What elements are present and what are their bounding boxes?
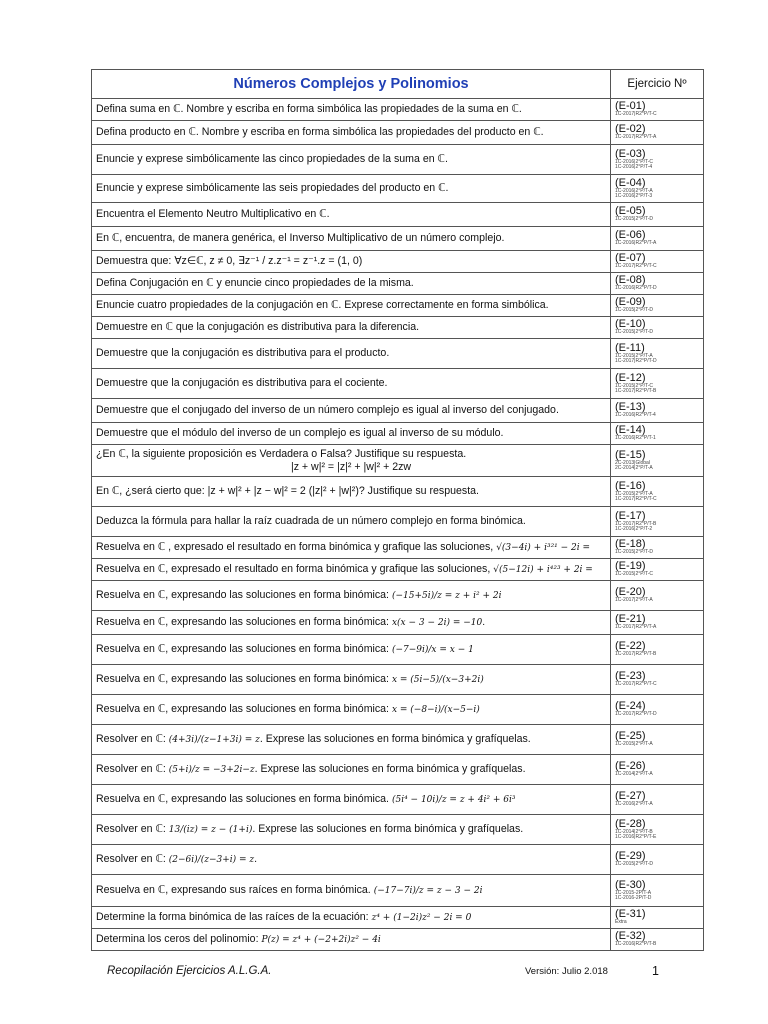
exercise-source: 1C-2017|2°P/T-A	[615, 597, 653, 604]
exercise-code-cell	[611, 929, 704, 951]
statement-text: Enuncie cuatro propiedades de la conjugación en ℂ. Exprese correctamente en forma simbólica.	[96, 299, 549, 312]
exercise-rows	[92, 99, 704, 951]
statement-text: Resolver en ℂ:	[96, 852, 166, 865]
exercise-source: 1C-2015|2°P/T-A	[615, 741, 653, 748]
statement-text: Resuelva en ℂ, expresando las soluciones en forma binómica:	[96, 642, 389, 655]
exercise-source: 1C-2016|2°P/T-A	[615, 801, 653, 808]
exercise-source: 1C-2017|R2°P/T-B	[615, 651, 657, 658]
exercise-code-cell	[611, 399, 704, 423]
statement-text: Resuelva en ℂ, expresando las soluciones en forma binómica:	[96, 615, 389, 628]
statement-text: En ℂ, encuentra, de manera genérica, el Inverso Multiplicativo de un número complejo.	[96, 232, 505, 245]
exercise-code: (E-06)	[615, 229, 646, 242]
exercise-source: 1C-2015-2P/T-A	[615, 889, 652, 896]
exercise-row	[92, 423, 704, 445]
exercise-code-cell	[611, 755, 704, 785]
exercise-code: (E-22)	[615, 640, 646, 653]
footer-title: Recopilación Ejercicios A.L.G.A.	[107, 965, 272, 977]
statement-text: ¿En ℂ, la siguiente proposición es Verdadera o Falsa? Justifique su respuesta.	[96, 448, 467, 460]
exercise-statement	[92, 317, 611, 339]
exercise-code: (E-18)	[615, 538, 646, 551]
exercise-code-cell	[611, 273, 704, 295]
exercise-source: 1C-2015|2°P/T-C	[615, 382, 654, 389]
statement-text: Determine la forma binómica de las raíces de la ecuación:	[96, 910, 369, 923]
exercise-code-cell	[611, 815, 704, 845]
exercise-row	[92, 295, 704, 317]
exercise-row	[92, 581, 704, 611]
exercise-row	[92, 559, 704, 581]
exercise-code-cell	[611, 845, 704, 875]
exercise-row	[92, 507, 704, 537]
exercise-row	[92, 203, 704, 227]
exercise-row	[92, 785, 704, 815]
exercise-code-cell	[611, 145, 704, 175]
exercise-code-cell	[611, 477, 704, 507]
math-expression: x = (5i−5)/(x−3+2i)	[391, 674, 484, 685]
exercise-code-cell	[611, 611, 704, 635]
exercise-statement	[92, 755, 611, 785]
exercise-row	[92, 477, 704, 507]
exercise-code: (E-19)	[615, 560, 646, 573]
exercise-source: 1C-2016|2°P/T-3	[615, 193, 653, 199]
exercise-source: 1C-2015|2°P/T-D	[615, 329, 654, 336]
statement-text: Demuestre en ℂ que la conjugación es distributiva para la diferencia.	[96, 321, 420, 334]
math-expression: (−7−9i)/x = x − 1	[391, 644, 474, 655]
exercise-code: (E-21)	[615, 613, 646, 626]
statement-text: Resolver en ℂ:	[96, 732, 166, 745]
math-expression: √(5−12i) + i⁴²³ + 2i =	[493, 564, 593, 575]
exercise-source: 2C-2014|2°P/T-A	[615, 465, 653, 471]
statement-text: Demuestra que: ∀z∈ℂ, z ≠ 0, ∃z⁻¹ / z.z⁻¹ = z⁻¹.z = (1, 0)	[96, 255, 363, 268]
exercise-source: 1C-2016|R2°P/T-B	[615, 941, 657, 948]
exercise-row	[92, 755, 704, 785]
exercise-source: 1C-2016|2°P/T-2	[615, 526, 653, 532]
exercise-code-cell	[611, 635, 704, 665]
statement-text: Resolver en ℂ:	[96, 762, 166, 775]
exercise-source: 1C-2017|R2°P/T-A	[615, 624, 657, 631]
math-expression: (−15+5i)/z = z + i² + 2i	[391, 590, 502, 601]
statement-text: Demuestre que el conjugado del inverso de un número complejo es igual al inverso del conjugado.	[96, 404, 559, 417]
statement-text: Determina los ceros del polinomio:	[96, 932, 259, 945]
exercise-code-cell	[611, 203, 704, 227]
exercise-source: 1C-2017|R2°P/T-B	[615, 520, 657, 527]
statement-text: Resuelva en ℂ, expresando las soluciones en forma binómica:	[96, 588, 389, 601]
exercise-row	[92, 339, 704, 369]
exercise-row	[92, 273, 704, 295]
exercise-source: 1C-2016-2P/T-D	[615, 895, 652, 901]
statement-text: Resuelva en ℂ, expresado el resultado en forma binómica y grafique las soluciones,	[96, 562, 491, 575]
statement-text: Resuelva en ℂ, expresando sus raíces en forma binómica.	[96, 883, 371, 896]
exercise-source: Extra	[615, 919, 627, 926]
exercise-row	[92, 665, 704, 695]
math-expression: (−17−7i)/z = z − 3 − 2i	[373, 885, 483, 896]
exercise-statement	[92, 695, 611, 725]
exercise-code: (E-27)	[615, 790, 646, 803]
exercise-source: 1C-2017|R2°P/T-D	[615, 711, 657, 718]
exercise-statement	[92, 815, 611, 845]
exercise-code: (E-14)	[615, 424, 646, 437]
math-expression: x = (−8−i)/(x−5−i)	[391, 704, 480, 715]
statement-text: Enuncie y exprese simbólicamente las cinco propiedades de la suma en ℂ.	[96, 153, 448, 166]
exercise-code: (E-31)	[615, 908, 646, 921]
exercise-statement	[92, 99, 611, 121]
exercise-code: (E-10)	[615, 318, 646, 331]
exercise-statement	[92, 635, 611, 665]
exercise-row	[92, 929, 704, 951]
math-expression: x(x − 3 − 2i) = −10.	[391, 617, 486, 628]
exercise-code-cell	[611, 785, 704, 815]
exercise-code: (E-07)	[615, 252, 646, 265]
footer-version: Versión: Julio 2.018	[525, 966, 608, 977]
exercise-row	[92, 537, 704, 559]
page-number: 1	[652, 964, 659, 978]
exercise-source: 1C-2015|2°P/T-D	[615, 549, 654, 556]
exercise-code: (E-30)	[615, 878, 646, 891]
exercise-source: 1C-2015|2°P/T-D	[615, 307, 654, 314]
statement-text: Defina suma en ℂ. Nombre y escriba en forma simbólica las propiedades de la suma en ℂ.	[96, 103, 522, 116]
exercise-statement	[92, 175, 611, 203]
exercise-row	[92, 725, 704, 755]
exercise-source: 1C-2016|R2°P/T-1	[615, 435, 656, 442]
ejercicio-column-header: Ejercicio Nº	[611, 70, 704, 99]
exercise-code: (E-11)	[615, 341, 645, 354]
exercise-code: (E-02)	[615, 123, 646, 136]
math-expression: (2−6i)/(z−3+i) = z	[168, 854, 255, 865]
statement-text-after: . Exprese las soluciones en forma binómica y grafíquelas.	[259, 732, 531, 745]
statement-text: Resuelva en ℂ , expresado el resultado en forma binómica y grafique las soluciones,	[96, 540, 494, 553]
math-expression: z⁴ + (1−2i)z² − 2i = 0	[371, 912, 472, 923]
exercise-code-cell	[611, 175, 704, 203]
exercise-code-cell	[611, 251, 704, 273]
exercise-statement	[92, 725, 611, 755]
exercise-code-cell	[611, 507, 704, 537]
exercise-row	[92, 845, 704, 875]
exercise-code: (E-13)	[615, 401, 646, 414]
exercise-code-cell	[611, 559, 704, 581]
exercise-row	[92, 875, 704, 907]
exercise-source: 1C-2017|R2°P/T-A	[615, 134, 657, 141]
exercise-code-cell	[611, 227, 704, 251]
statement-text: Deduzca la fórmula para hallar la raíz cuadrada de un número complejo en forma binómica.	[96, 515, 526, 528]
exercise-code: (E-26)	[615, 760, 646, 773]
statement-text-after: .	[254, 852, 258, 865]
exercise-source: 1C-2014|2°P/T-A	[615, 771, 653, 778]
exercise-source: 1C-2016|R2°P/T-A	[615, 240, 657, 247]
exercise-source: 1C-2017|R2°P/T-C	[615, 681, 657, 688]
exercise-code: (E-04)	[615, 176, 646, 189]
exercise-source: 1C-2016|R2°P/T-4	[615, 412, 656, 419]
exercise-statement	[92, 399, 611, 423]
exercise-statement	[92, 559, 611, 581]
exercise-code: (E-01)	[615, 100, 646, 113]
exercise-code: (E-16)	[615, 479, 646, 492]
exercise-statement	[92, 227, 611, 251]
exercise-statement	[92, 477, 611, 507]
exercise-code: (E-03)	[615, 147, 646, 160]
exercise-code: (E-24)	[615, 700, 646, 713]
page-title: Números Complejos y Polinomios	[92, 70, 611, 99]
exercise-row	[92, 815, 704, 845]
exercise-row	[92, 99, 704, 121]
statement-formula: |z + w|² = |z|² + |w|² + 2zw	[290, 460, 412, 473]
exercise-code-cell	[611, 581, 704, 611]
exercise-code: (E-05)	[615, 205, 646, 218]
exercise-code-cell	[611, 725, 704, 755]
exercise-code: (E-15)	[615, 448, 646, 461]
exercise-source: 1C-2016|2°P/T-4	[615, 164, 653, 170]
exercise-statement	[92, 507, 611, 537]
exercise-row	[92, 445, 704, 477]
exercise-source: 1C-2014|2°P/T-B	[615, 828, 653, 835]
exercise-row	[92, 635, 704, 665]
exercise-row	[92, 175, 704, 203]
exercise-statement	[92, 445, 611, 477]
exercise-statement	[92, 121, 611, 145]
exercise-code: (E-32)	[615, 930, 646, 943]
math-expression: 13/(iz) = z − (1+i)	[168, 824, 253, 835]
exercise-source: 1C-2015|2°P/T-A	[615, 352, 653, 359]
exercise-source: 1C-2017|R2°P/T-C	[615, 111, 657, 118]
statement-text: Enuncie y exprese simbólicamente las seis propiedades del producto en ℂ.	[96, 182, 449, 195]
exercise-row	[92, 145, 704, 175]
exercise-source: 1C-2017|R2°P/T-D	[615, 358, 657, 364]
exercise-code: (E-20)	[615, 586, 646, 599]
exercise-row	[92, 317, 704, 339]
exercise-statement	[92, 423, 611, 445]
statement-text: En ℂ, ¿será cierto que: |z + w|² + |z − w|² = 2 (|z|² + |w|²)? Justifique su respuesta.	[96, 485, 479, 498]
exercise-code: (E-28)	[615, 817, 646, 830]
exercise-statement	[92, 845, 611, 875]
exercise-code: (E-08)	[615, 274, 646, 287]
exercise-code-cell	[611, 423, 704, 445]
math-expression: √(3−4i) + i³²¹ − 2i =	[496, 542, 591, 553]
exercise-statement	[92, 273, 611, 295]
exercise-source: 1C-2017|R2°P/T-C	[615, 496, 657, 502]
statement-text: Resolver en ℂ:	[96, 822, 166, 835]
exercise-code: (E-12)	[615, 371, 646, 384]
exercise-statement	[92, 665, 611, 695]
statement-text: Demuestre que la conjugación es distributiva para el cociente.	[96, 377, 388, 390]
exercise-code: (E-29)	[615, 850, 646, 863]
exercise-code: (E-25)	[615, 730, 646, 743]
exercise-statement	[92, 203, 611, 227]
math-expression: (4+3i)/(z−1+3i) = z	[168, 734, 260, 745]
exercise-statement	[92, 581, 611, 611]
exercise-row	[92, 251, 704, 273]
statement-text: Demuestre que el módulo del inverso de un complejo es igual al inverso de su módulo.	[96, 427, 504, 440]
exercise-code-cell	[611, 875, 704, 907]
statement-text: Resuelva en ℂ, expresando las soluciones en forma binómica:	[96, 702, 389, 715]
exercise-code-cell	[611, 295, 704, 317]
exercise-statement	[92, 537, 611, 559]
statement-text-after: . Exprese las soluciones en forma binómica y grafíquelas.	[252, 822, 524, 835]
statement-text: Defina producto en ℂ. Nombre y escriba en forma simbólica las propiedades del producto en ℂ.	[96, 126, 544, 139]
exercise-code-cell	[611, 445, 704, 477]
exercise-code-cell	[611, 369, 704, 399]
exercise-source: 1C-2016|R2°P/T-E	[615, 834, 657, 840]
exercise-statement	[92, 251, 611, 273]
math-expression: P(z) = z⁴ + (−2+2i)z² − 4i	[261, 934, 381, 945]
exercise-source: 1C-2015|2°P/T-C	[615, 571, 654, 578]
statement-text: Demuestre que la conjugación es distributiva para el producto.	[96, 347, 390, 360]
exercise-statement	[92, 929, 611, 951]
exercise-statement	[92, 339, 611, 369]
statement-text: Defina Conjugación en ℂ y enuncie cinco propiedades de la misma.	[96, 277, 414, 290]
exercise-code-cell	[611, 317, 704, 339]
exercise-code: (E-09)	[615, 296, 646, 309]
statement-text: Resuelva en ℂ, expresando las soluciones en forma binómica.	[96, 792, 389, 805]
exercise-statement	[92, 907, 611, 929]
statement-text: Encuentra el Elemento Neutro Multiplicativo en ℂ.	[96, 208, 330, 221]
math-expression: (5+i)/z = −3+2i−z	[168, 764, 255, 775]
exercise-code-cell	[611, 99, 704, 121]
exercise-source: 1C-2015|2°P/T-D	[615, 861, 654, 868]
exercise-source: 1C-2016|R2°P/T-D	[615, 285, 657, 292]
exercise-source: 1C-2017|R2°P/T-B	[615, 388, 657, 394]
exercise-table	[91, 69, 704, 951]
exercise-statement	[92, 611, 611, 635]
exercise-code-cell	[611, 339, 704, 369]
exercise-row	[92, 695, 704, 725]
exercise-statement	[92, 785, 611, 815]
exercise-code-cell	[611, 907, 704, 929]
exercise-statement	[92, 295, 611, 317]
exercise-code: (E-17)	[615, 509, 646, 522]
exercise-row	[92, 369, 704, 399]
exercise-statement	[92, 145, 611, 175]
exercise-source: 1C-2017|R2°P/T-C	[615, 263, 657, 270]
exercise-row	[92, 227, 704, 251]
statement-text: Resuelva en ℂ, expresando las soluciones en forma binómica:	[96, 672, 389, 685]
exercise-row	[92, 611, 704, 635]
statement-text-after: . Exprese las soluciones en forma binómica y grafíquelas.	[254, 762, 526, 775]
math-expression: (5i⁴ − 10i)/z = z + 4i² + 6i³	[391, 794, 516, 805]
exercise-source: 2C-2013|Global	[615, 459, 650, 466]
exercise-source: 1C-2016|2°P/T-A	[615, 187, 653, 194]
exercise-code-cell	[611, 121, 704, 145]
exercise-row	[92, 121, 704, 145]
exercise-statement	[92, 875, 611, 907]
exercise-code-cell	[611, 537, 704, 559]
exercise-statement	[92, 369, 611, 399]
exercise-row	[92, 399, 704, 423]
exercise-source: 1C-2015|2°P/T-D	[615, 216, 654, 223]
exercise-source: 1C-2015|2°P/T-A	[615, 490, 653, 497]
exercise-code-cell	[611, 695, 704, 725]
exercise-source: 1C-2016|2°P/T-C	[615, 158, 654, 165]
exercise-row	[92, 907, 704, 929]
exercise-code-cell	[611, 665, 704, 695]
exercise-code: (E-23)	[615, 670, 646, 683]
